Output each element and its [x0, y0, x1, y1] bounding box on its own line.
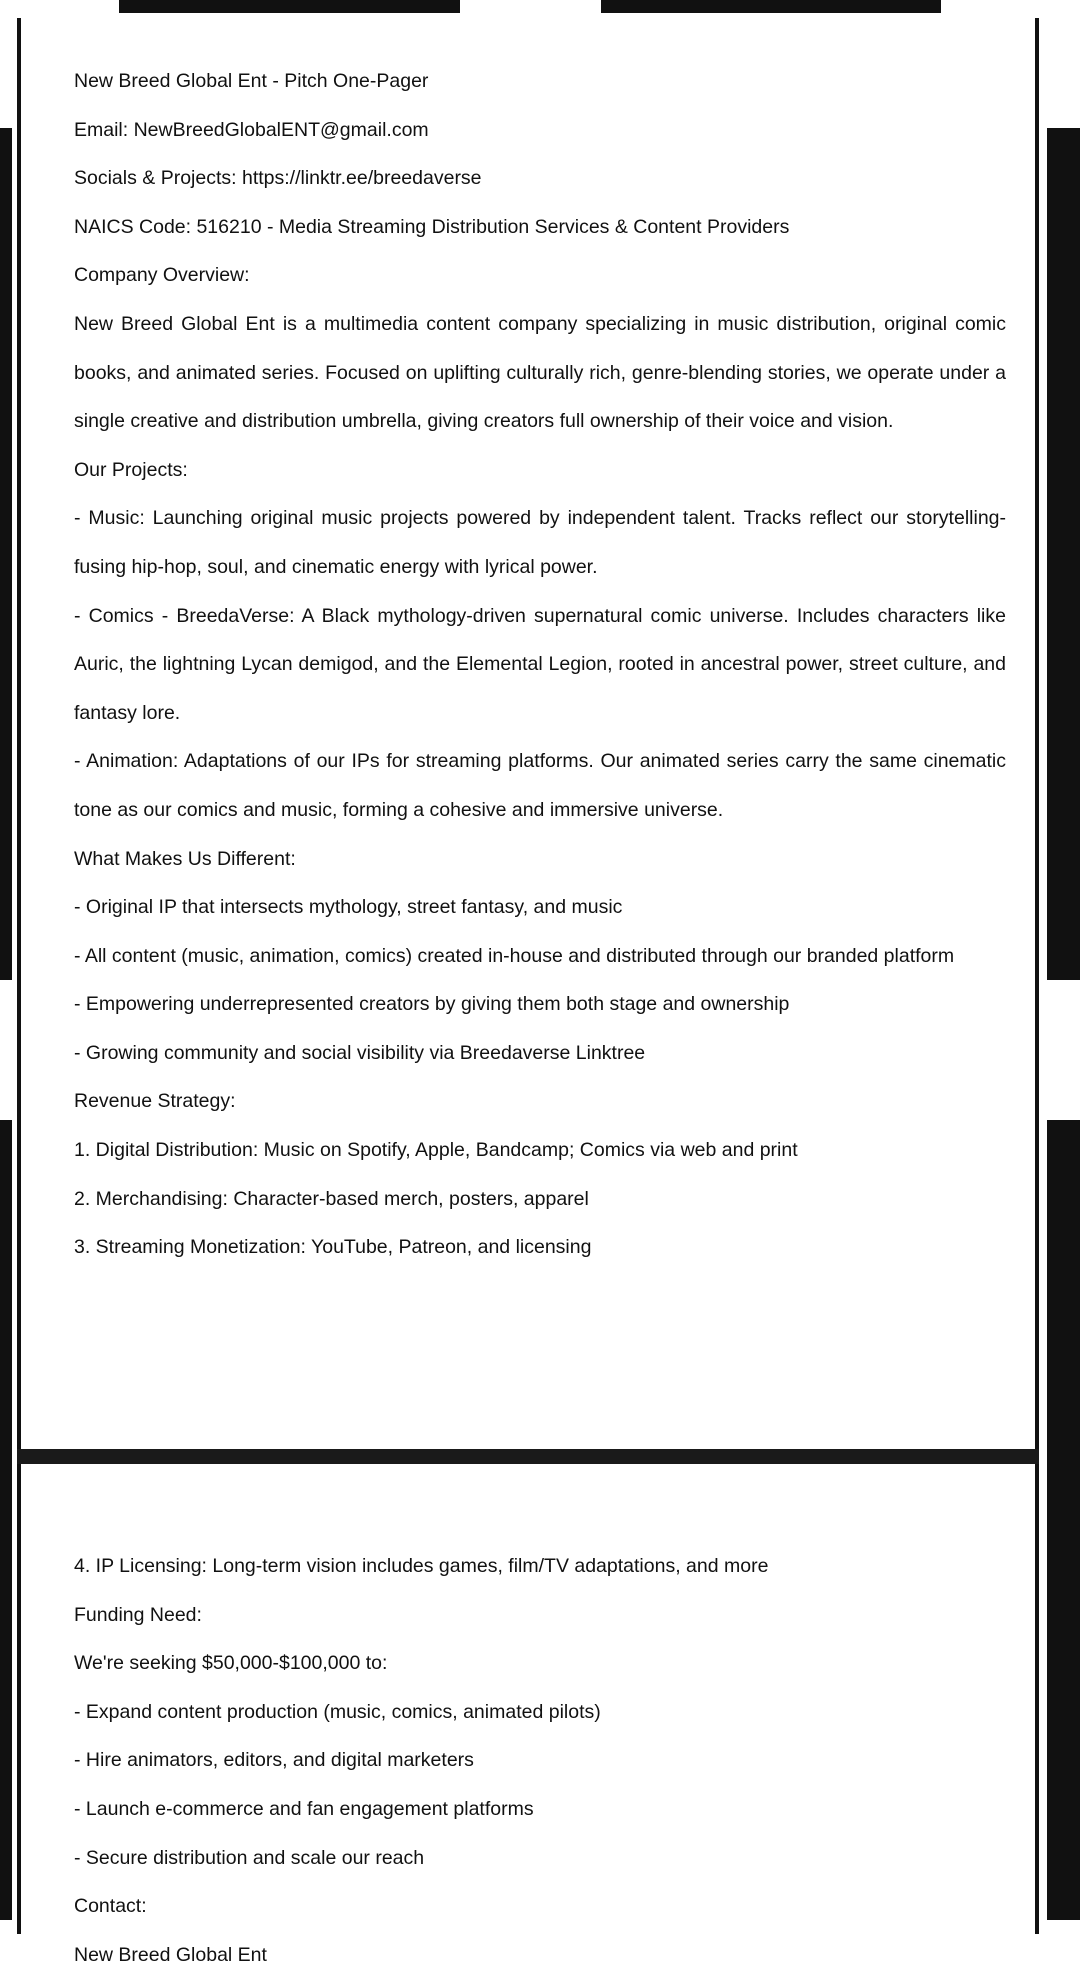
email-line: Email: NewBreedGlobalENT@gmail.com: [74, 118, 429, 141]
project-animation: - Animation: Adaptations of our IPs for streaming platforms. Our animated series carry the same cinematic tone as our comics and music, forming a cohesive and immersive universe.: [74, 750, 1006, 821]
naics-line: NAICS Code: 516210 - Media Streaming Distribution Services & Content Providers: [74, 215, 790, 238]
revenue-item: 3. Streaming Monetization: YouTube, Patreon, and licensing: [74, 1236, 592, 1259]
right-edge-upper: [1047, 128, 1080, 980]
contact-heading: Contact:: [74, 1895, 147, 1918]
overview-heading: Company Overview:: [74, 264, 250, 287]
different-item: - Original IP that intersects mythology, street fantasy, and music: [74, 896, 623, 919]
projects-heading: Our Projects:: [74, 458, 188, 481]
project-music: - Music: Launching original music projects powered by independent talent. Tracks reflect our storytelling-fusing hip-hop, soul, and cinematic energy with lyrical power.: [74, 507, 1006, 578]
funding-heading: Funding Need:: [74, 1603, 202, 1626]
different-item: - Empowering underrepresented creators by giving them both stage and ownership: [74, 993, 790, 1016]
top-tab-right: [601, 0, 941, 13]
funding-item: - Expand content production (music, comics, animated pilots): [74, 1700, 601, 1723]
overview-paragraph: New Breed Global Ent is a multimedia content company specializing in music distribution, original comic books, and animated series. Focused on uplifting culturally rich, genre-blending stories, we operate under a single creative and distribution umbrella, giving creators full ownership of their voice and vision.: [74, 312, 1006, 433]
funding-item: - Hire animators, editors, and digital marketers: [74, 1749, 474, 1772]
funding-intro: We're seeking $50,000-$100,000 to:: [74, 1652, 388, 1675]
contact-name: New Breed Global Ent: [74, 1943, 267, 1966]
left-edge-upper: [0, 128, 12, 980]
left-edge-lower: [0, 1120, 12, 1920]
socials-line: Socials & Projects: https://linktr.ee/breedaverse: [74, 167, 482, 190]
top-tab-left: [119, 0, 460, 13]
right-edge-lower: [1047, 1120, 1080, 1920]
revenue-heading: Revenue Strategy:: [74, 1090, 236, 1113]
project-comics: - Comics - BreedaVerse: A Black mythology-driven supernatural comic universe. Includes characters like Auric, the lightning Lycan demigod, and the Elemental Legion, rooted in ancestral power, street culture, and fantasy lore.: [74, 604, 1006, 724]
page-1-content: [74, 57, 1006, 1272]
funding-item: - Secure distribution and scale our reach: [74, 1846, 425, 1869]
page-2: [17, 1464, 1039, 1966]
revenue-item: 1. Digital Distribution: Music on Spotify, Apple, Bandcamp; Comics via web and print: [74, 1139, 798, 1162]
different-item: - All content (music, animation, comics) created in-house and distributed through our branded platform: [74, 944, 955, 967]
page-2-content: [74, 1542, 1006, 1979]
different-item: - Growing community and social visibility via Breedaverse Linktree: [74, 1041, 646, 1064]
funding-item: - Launch e-commerce and fan engagement platforms: [74, 1797, 534, 1820]
page-separator: [17, 1449, 1039, 1464]
revenue-item: 4. IP Licensing: Long-term vision includes games, film/TV adaptations, and more: [74, 1555, 769, 1577]
document-title: New Breed Global Ent - Pitch One-Pager: [74, 70, 429, 92]
different-heading: What Makes Us Different:: [74, 847, 296, 870]
revenue-item: 2. Merchandising: Character-based merch, posters, apparel: [74, 1187, 589, 1210]
page-1: [17, 18, 1039, 1449]
